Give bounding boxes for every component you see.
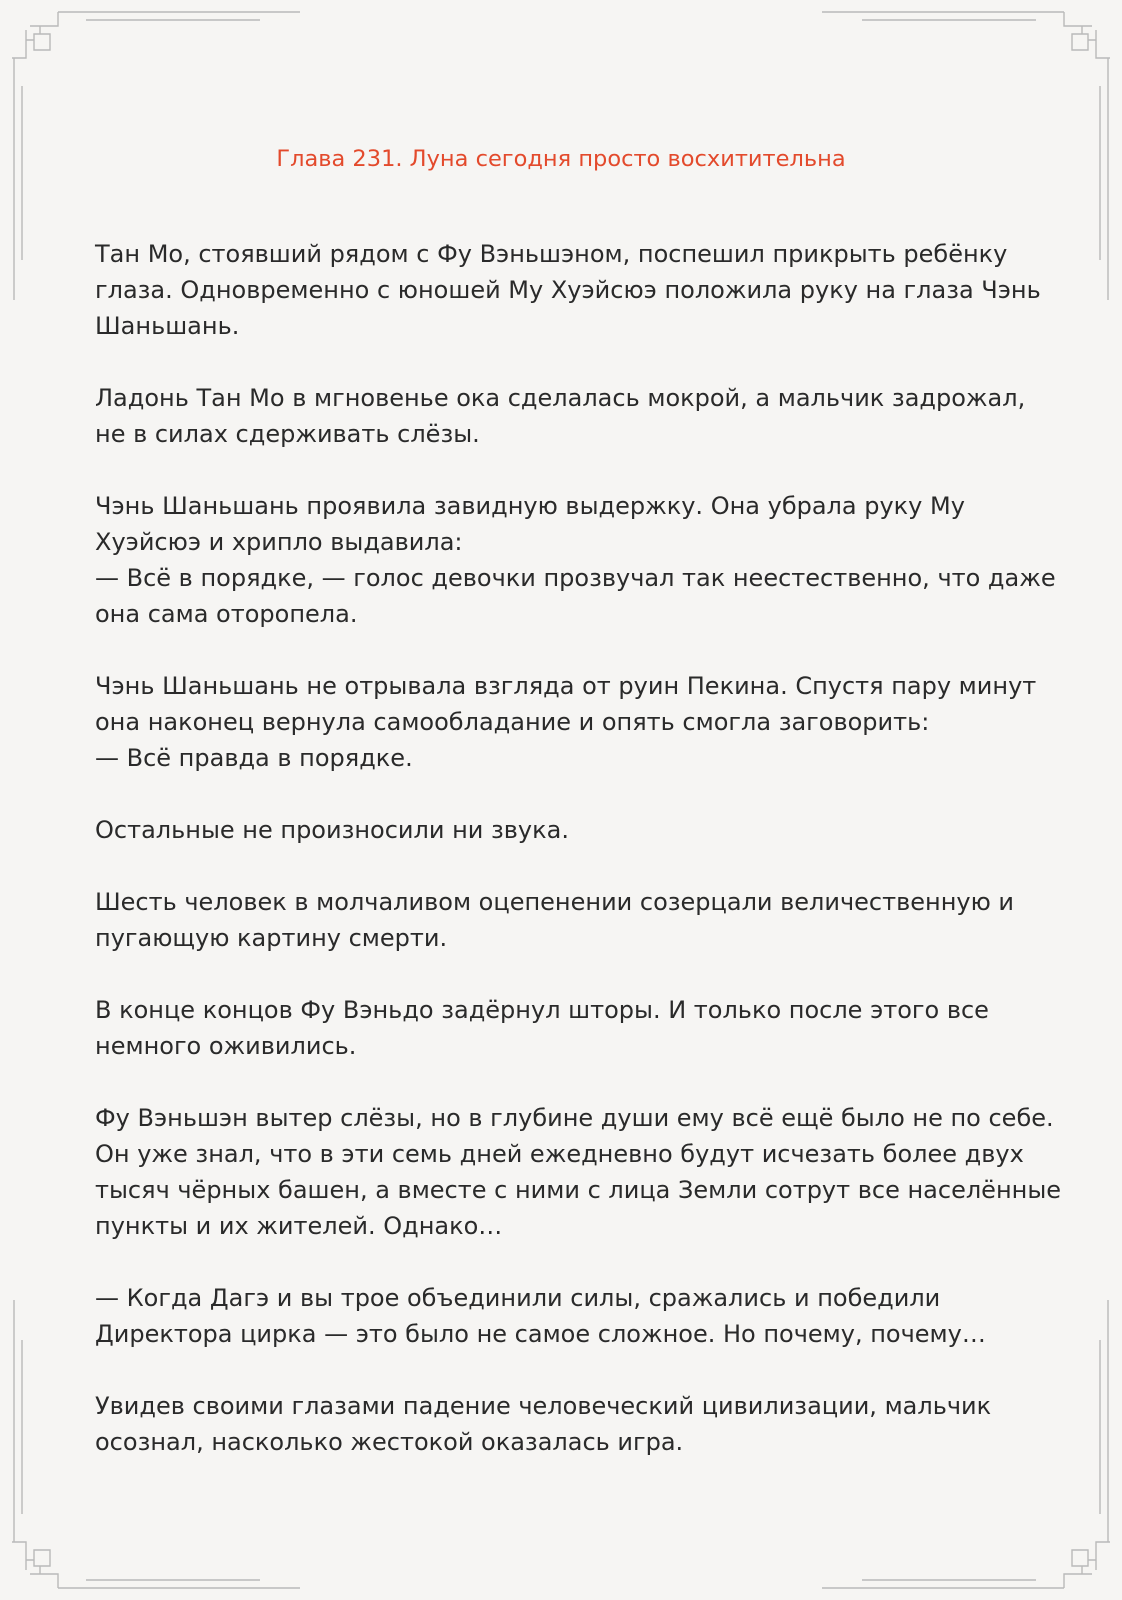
paragraph — [95, 992, 1025, 1064]
paragraph — [95, 236, 1041, 344]
text-line: Он уже знал, что в эти семь дней ежедневно будут исчезать более двух — [95, 1140, 1024, 1168]
text-line: Чэнь Шаньшань не отрывала взгляда от руин Пекина. Спустя пару минут — [95, 672, 1037, 700]
text-line: Шаньшань. — [95, 312, 240, 340]
paragraph — [95, 884, 1025, 956]
paragraph — [95, 812, 1025, 848]
chapter-title: Глава 231. Луна сегодня просто восхитительна — [276, 146, 846, 172]
text-line: Остальные не произносили ни звука. — [95, 816, 569, 844]
paragraph — [95, 668, 1037, 776]
text-line: осознал, насколько жестокой оказалась игра. — [95, 1428, 684, 1456]
chapter-body — [95, 236, 1062, 1496]
paragraph — [95, 1388, 1025, 1460]
text-line: она сама оторопела. — [95, 600, 358, 628]
text-line: она наконец вернула самообладание и опять смогла заговорить: — [95, 708, 930, 736]
text-line: Директора цирка — это было не самое сложное. Но почему, почему… — [95, 1320, 986, 1348]
paragraph — [95, 1100, 1062, 1244]
paragraph — [95, 1280, 1025, 1352]
text-line: Хуэйсюэ и хрипло выдавила: — [95, 528, 463, 556]
text-line: — Когда Дагэ и вы трое объединили силы, сражались и победили — [95, 1284, 941, 1312]
text-line: тысяч чёрных башен, а вместе с ними с лица Земли сотрут все населённые — [95, 1176, 1062, 1204]
text-line: Ладонь Тан Мо в мгновенье ока сделалась мокрой, а мальчик задрожал, — [95, 384, 1026, 412]
text-line: не в силах сдерживать слёзы. — [95, 420, 480, 448]
text-line: Шесть человек в молчаливом оцепенении созерцали величественную и — [95, 888, 1015, 916]
text-line: Тан Мо, стоявший рядом с Фу Вэньшэном, поспешил прикрыть ребёнку — [95, 240, 1008, 268]
text-line: — Всё в порядке, — голос девочки прозвучал так неестественно, что даже — [95, 564, 1056, 592]
text-line: пугающую картину смерти. — [95, 924, 448, 952]
text-line: — Всё правда в порядке. — [95, 744, 413, 772]
text-line: немного оживились. — [95, 1032, 357, 1060]
text-line: Увидев своими глазами падение человеческий цивилизации, мальчик — [95, 1392, 992, 1420]
text-line: В конце концов Фу Вэньдо задёрнул шторы. И только после этого все — [95, 996, 989, 1024]
paragraph — [95, 380, 1025, 452]
text-line: пункты и их жителей. Однако… — [95, 1212, 503, 1240]
text-line: глаза. Одновременно с юношей Му Хуэйсюэ положила руку на глаза Чэнь — [95, 276, 1041, 304]
text-line: Чэнь Шаньшань проявила завидную выдержку. Она убрала руку Му — [95, 492, 965, 520]
text-line: Фу Вэньшэн вытер слёзы, но в глубине души ему всё ещё было не по себе. — [95, 1104, 1054, 1132]
paragraph — [95, 488, 1056, 632]
